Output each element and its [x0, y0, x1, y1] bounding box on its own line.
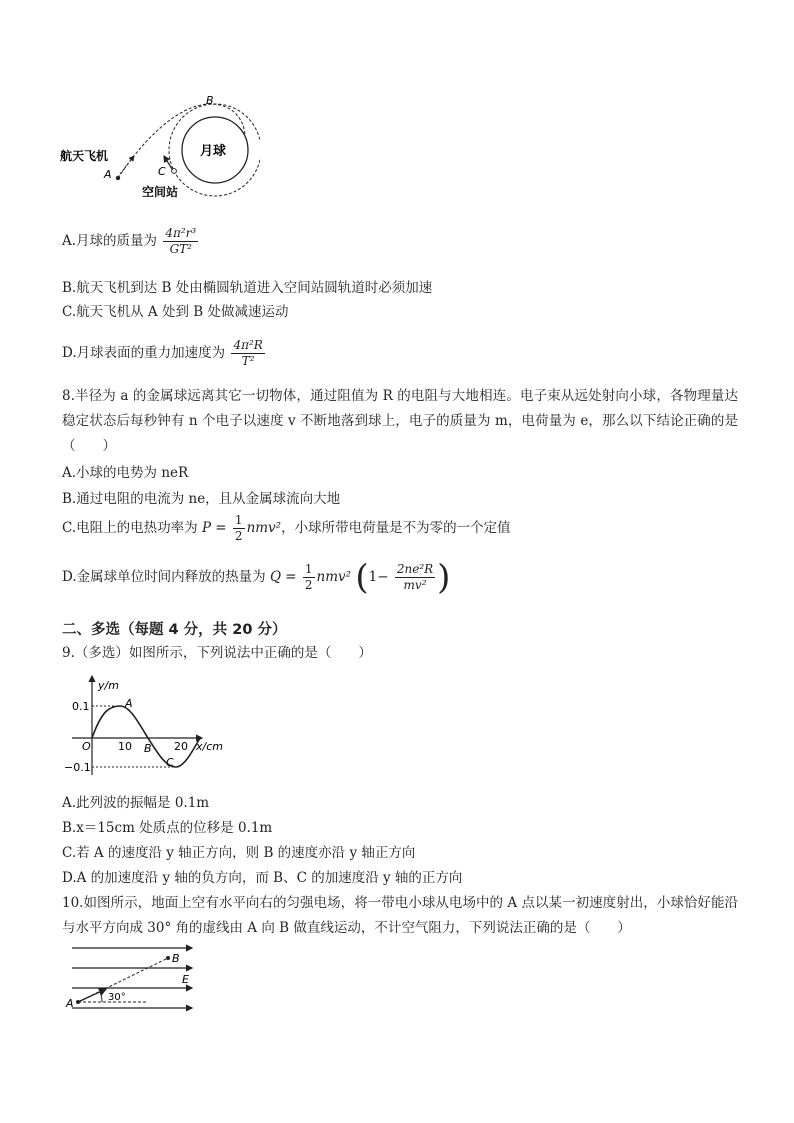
- label-shuttle: 航天飞机: [60, 149, 109, 163]
- q8-stem: 8.半径为 a 的金属球远离其它一切物体，通过阻值为 R 的电阻与大地相连。电子束从远处射向小球，各物理量达稳定状态后每秒钟有 n 个电子以速度 v 不断地落到球上，电子的质量为 m，电荷量为 e，那么以下结论正确的是（ ）: [62, 388, 738, 454]
- q9-option-c: C.若 A 的速度沿 y 轴正方向，则 B 的速度亦沿 y 轴正方向: [62, 845, 416, 861]
- point-c-label: C: [166, 756, 174, 769]
- angle-arc: [100, 992, 102, 1002]
- x-tick-10: 10: [118, 740, 132, 753]
- x-label: x/cm: [196, 740, 223, 753]
- point-a-dot: [76, 1000, 80, 1004]
- q9-option-b: B.x＝15cm 处质点的位移是 0.1m: [62, 820, 273, 836]
- y-label: y/m: [98, 679, 119, 692]
- section-title: 二、多选（每题 4 分，共 20 分）: [62, 622, 287, 638]
- field-label-e: E: [182, 973, 189, 986]
- q9-option-a: A.此列波的振幅是 0.1m: [62, 795, 210, 811]
- point-b-label: B: [144, 742, 152, 755]
- heat-inner-fraction: $\frac{\text{2ne²R}}{\text{mv²}}$: [396, 562, 434, 592]
- power-fraction: $\frac{1}{2}$: [234, 513, 243, 543]
- heat-fraction: $\frac{1}{2}$: [304, 562, 313, 592]
- label-a: A: [104, 168, 112, 181]
- elliptical-orbit: [118, 104, 245, 178]
- label-b: B: [206, 94, 214, 107]
- q10-stem: 10.如图所示，地面上空有水平向右的匀强电场，将一带电小球从电场中的 A 点以某一初速度射出，小球恰好能沿与水平方向成 30° 角的虚线由 A 向 B 做直线运动，不计空气阻力，下列说法正确的是（ ）: [62, 895, 738, 936]
- y-tick-neg: −0.1: [64, 761, 91, 774]
- field-label-b: B: [172, 952, 180, 965]
- field-label-a: A: [66, 997, 74, 1010]
- q9-stem: 9.（多选）如图所示，下列说法中正确的是（ ）: [62, 645, 372, 661]
- wave-figure: [62, 670, 232, 780]
- field-label-angle: 30°: [108, 992, 126, 1003]
- gravity-formula: $\frac{\text{4π²R}}{\text{T²}}$: [233, 338, 263, 368]
- x-tick-20: 20: [174, 740, 188, 753]
- point-b-dot: [166, 956, 170, 960]
- wave-curve: [92, 706, 200, 767]
- q9-option-d: D.A 的加速度沿 y 轴的负方向，而 B、C 的加速度沿 y 轴的正方向: [62, 870, 463, 886]
- mass-formula: $\frac{\text{4π²r³}}{\text{GT²}}$: [165, 226, 197, 256]
- point-a-label: A: [125, 697, 133, 710]
- field-figure: [62, 940, 202, 1025]
- q7-option-c: C.航天飞机从 A 处到 B 处做减速运动: [62, 304, 289, 320]
- label-station: 空间站: [142, 185, 179, 199]
- q8-option-b: B.通过电阻的电流为 ne，且从金属球流向大地: [62, 491, 341, 507]
- y-tick-pos: 0.1: [72, 700, 90, 713]
- x-tick-0: O: [82, 740, 91, 753]
- q7-option-d: D.月球表面的重力加速度为 $\frac{\text{4π²R}}{\text{T²}}$: [62, 338, 263, 368]
- q7-option-a: A.月球的质量为 $\frac{\text{4π²r³}}{\text{GT²}}$: [62, 226, 197, 256]
- label-c: C: [158, 165, 166, 178]
- q8-option-c: C.电阻上的电热功率为 P = $\frac{1}{2}$ nmv²，小球所带电荷量是不为零的一个定值: [62, 513, 511, 543]
- point-a: [116, 176, 120, 180]
- label-moon: 月球: [200, 144, 227, 159]
- q8-option-a: A.小球的电势为 neR: [62, 465, 189, 481]
- orbit-figure: [60, 92, 260, 200]
- q7-option-b: B.航天飞机到达 B 处由椭圆轨道进入空间站圆轨道时必须加速: [62, 280, 433, 296]
- point-c: [172, 169, 177, 174]
- q8-option-d: D.金属球单位时间内释放的热量为 Q = $\frac{1}{2}$ nmv² (1− $\frac{\text{2ne²R}}{\text{mv²}}$ ): [62, 557, 451, 598]
